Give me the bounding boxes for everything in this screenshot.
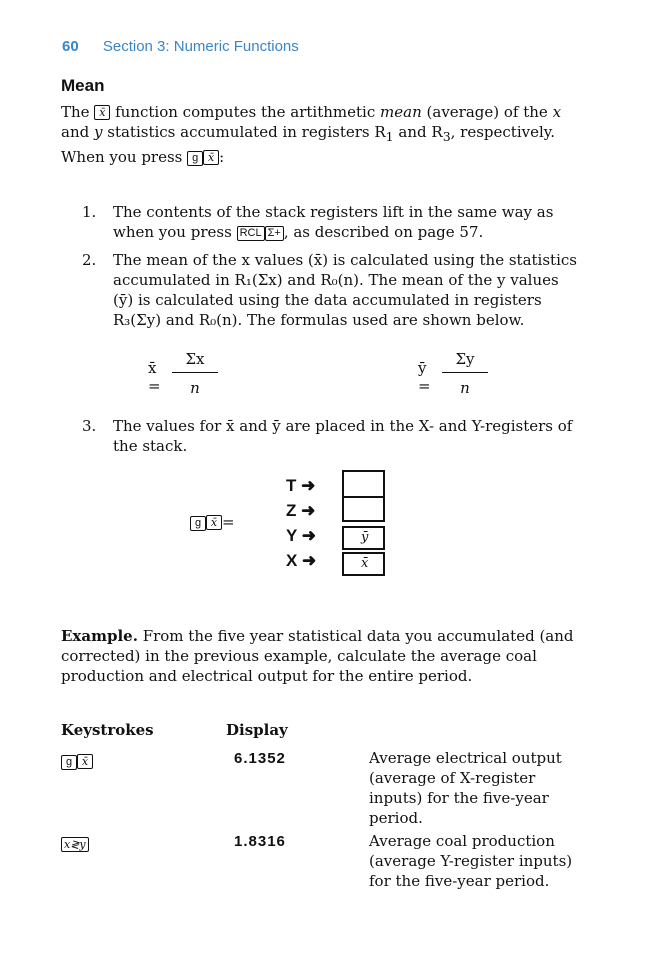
table-row-2-keys (61, 834, 89, 853)
g-key: g (61, 755, 77, 770)
step-1: 1. The contents of the stack registers lift in the same way as when you press RCL Σ+ , as described on page 57. (82, 203, 554, 241)
section-title: Section 3: Numeric Functions (102, 38, 299, 55)
xbar-key: x̄ (206, 515, 222, 530)
g-key: g (187, 151, 203, 166)
stack-label-x: X ➜ (286, 551, 317, 570)
stack-label-z: Z ➜ (286, 501, 316, 520)
xbar-key: x̄ (203, 150, 219, 165)
section-heading: Mean (61, 76, 105, 95)
step-3: 3. The values for x̄ and ȳ are placed in the X- and Y-registers of the stack. (82, 417, 573, 455)
xbar-key: x̄ (94, 105, 110, 120)
page-header (62, 38, 299, 55)
page-number: 60 (62, 38, 79, 55)
xbar-key: x̄ (77, 754, 93, 769)
register-z (342, 496, 385, 522)
stack-label-t: T ➜ (286, 476, 316, 495)
table-row-1-desc: Average electrical output (average of X-register inputs) for the five-year period. (369, 749, 562, 827)
sigma-plus-key: Σ+ (265, 226, 284, 241)
step-2: 2. The mean of the x values (x̄) is calculated using the statistics accumulated in R₁(Σx) and R₀(n). The mean of the y values (ȳ) is calculated using the data accumulated in registers R₃(Σy) and R₀(n). The formulas used are shown below. (82, 251, 577, 329)
rcl-key: RCL (237, 226, 265, 241)
g-key: g (190, 516, 206, 531)
register-y: ȳ (342, 526, 385, 550)
stack-diagram (190, 470, 400, 580)
x-swap-y-key: x≷y (61, 837, 89, 852)
register-x: x̄ (342, 552, 385, 576)
stack-label-y: Y ➜ (286, 526, 316, 545)
keystrokes-header: Keystrokes (61, 721, 154, 739)
example-label: Example. (61, 627, 138, 645)
display-header: Display (226, 721, 288, 739)
table-row-1-display: 6.1352 (234, 750, 286, 767)
example-paragraph: Example. From the five year statistical data you accumulated (and corrected) in the previous example, calculate the average coal production and electrical output for the entire period. (61, 627, 574, 685)
table-row-2-desc: Average coal production (average Y-register inputs) for the five-year period. (369, 832, 573, 890)
register-t (342, 470, 385, 498)
intro-paragraph: The x̄ function computes the artithmetic mean (average) of the x and y statistics accumulated in registers $R_1$ and $R_3$, respectively. When you press g x̄ : (61, 103, 562, 166)
stack-keys: g x̄ = (190, 513, 235, 531)
table-row-1-keys (61, 751, 93, 770)
table-row-2-display: 1.8316 (234, 833, 286, 850)
